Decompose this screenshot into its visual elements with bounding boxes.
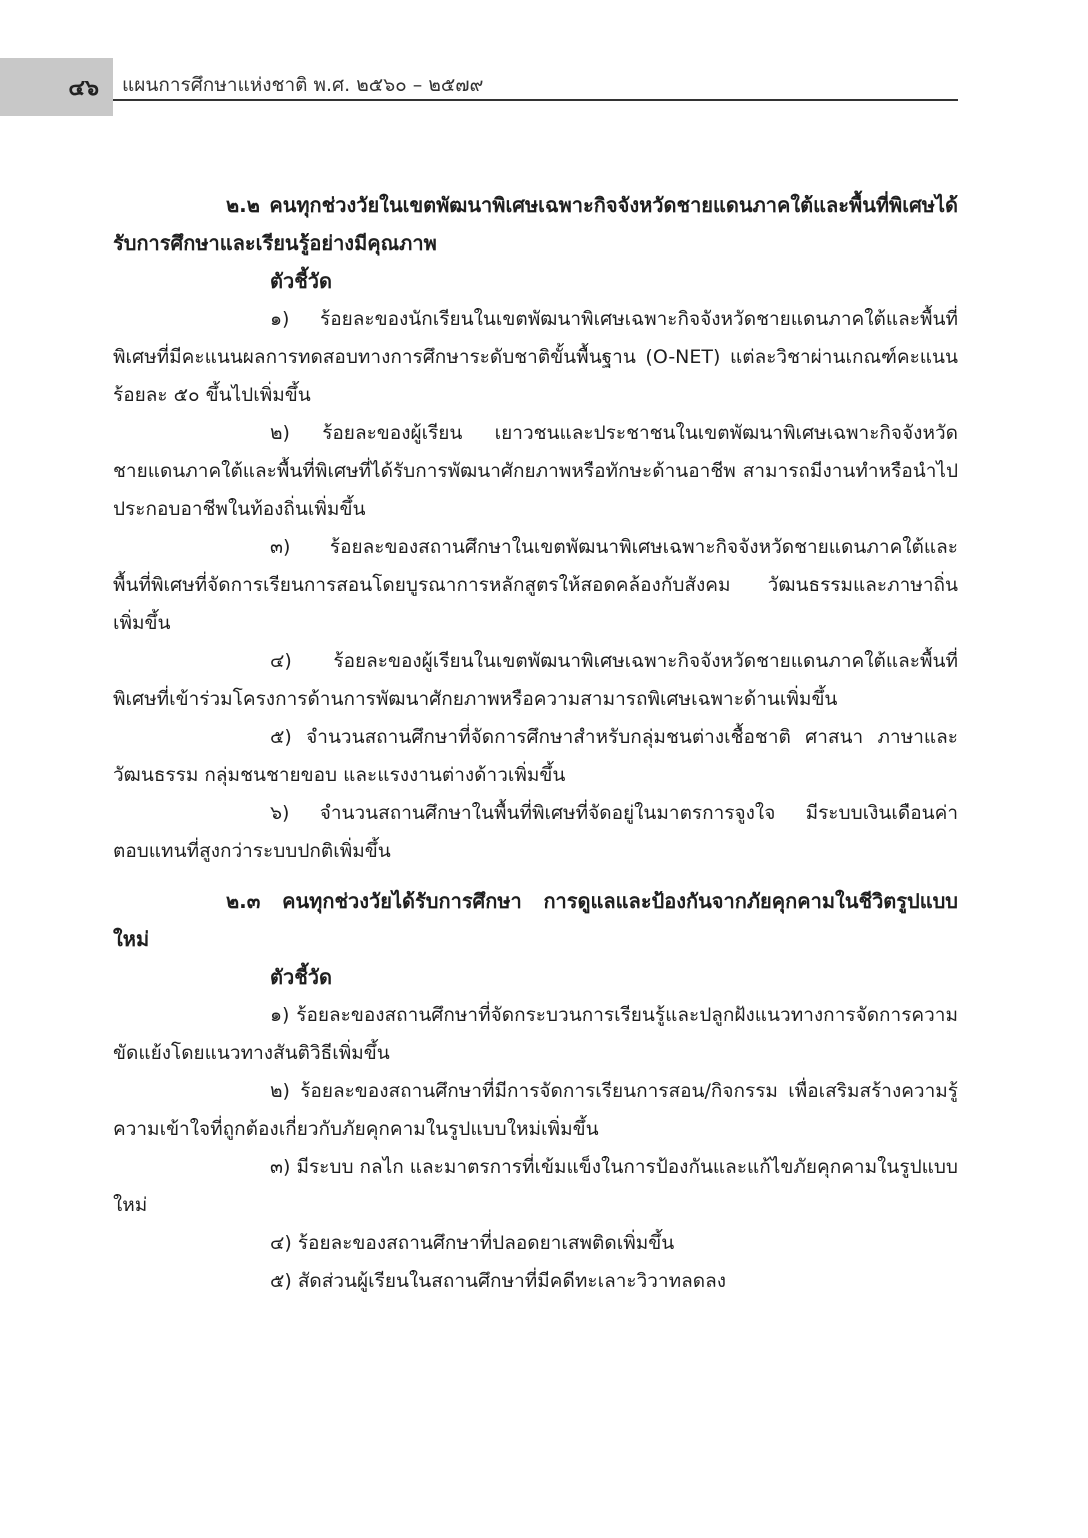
section-2-3 (113, 882, 958, 1300)
indicator-label: ตัวชี้วัด (270, 965, 333, 989)
indicator-item: ๖) จำนวนสถานศึกษาในพื้นที่พิเศษที่จัดอยู่ในมาตรการจูงใจ มีระบบเงินเดือนค่าตอบแทนที่สูงกว่าระบบปกติเพิ่มขึ้น (113, 802, 958, 862)
indicator-item: ๑) ร้อยละของสถานศึกษาที่จัดกระบวนการเรียนรู้และปลูกฝังแนวทางการจัดการความขัดแย้งโดยแนวทางสันติวิธีเพิ่มขึ้น (113, 1004, 958, 1064)
indicator-item: ๓) มีระบบ กลไก และมาตรการที่เข้มแข็งในการป้องกันและแก้ไขภัยคุกคามในรูปแบบใหม่ (113, 1156, 958, 1216)
indicator-item: ๕) จำนวนสถานศึกษาที่จัดการศึกษาสำหรับกลุ่มชนต่างเชื้อชาติ ศาสนา ภาษาและวัฒนธรรม กลุ่มชนชายขอบ และแรงงานต่างด้าวเพิ่มขึ้น (113, 726, 958, 786)
indicator-item: ๓) ร้อยละของสถานศึกษาในเขตพัฒนาพิเศษเฉพาะกิจจังหวัดชายแดนภาคใต้และพื้นที่พิเศษที่จัดการเรียนการสอนโดยบูรณาการหลักสูตรให้สอดคล้องกับสังคม วัฒนธรรมและภาษาถิ่นเพิ่มขึ้น (113, 536, 958, 634)
section-heading: ๒.๓ คนทุกช่วงวัยได้รับการศึกษา การดูแลและป้องกันจากภัยคุกคามในชีวิตรูปแบบใหม่ (113, 889, 958, 951)
indicator-item: ๒) ร้อยละของผู้เรียน เยาวชนและประชาชนในเขตพัฒนาพิเศษเฉพาะกิจจังหวัดชายแดนภาคใต้และพื้นที่พิเศษที่ได้รับการพัฒนาศักยภาพหรือทักษะด้านอาชีพ สามารถมีงานทำหรือนำไปประกอบอาชีพในท้องถิ่นเพิ่มขึ้น (113, 422, 958, 520)
section-2-2 (113, 186, 958, 870)
section-heading: ๒.๒ คนทุกช่วงวัยในเขตพัฒนาพิเศษเฉพาะกิจจังหวัดชายแดนภาคใต้และพื้นที่พิเศษได้รับการศึกษาและเรียนรู้อย่างมีคุณภาพ (113, 193, 958, 255)
indicator-label: ตัวชี้วัด (270, 269, 333, 293)
indicator-item: ๕) สัดส่วนผู้เรียนในสถานศึกษาที่มีคดีทะเลาะวิวาทลดลง (270, 1270, 727, 1292)
section-gap (113, 870, 958, 882)
page-number: ๔๖ (68, 75, 99, 101)
indicator-item: ๔) ร้อยละของผู้เรียนในเขตพัฒนาพิเศษเฉพาะกิจจังหวัดชายแดนภาคใต้และพื้นที่พิเศษที่เข้าร่วมโครงการด้านการพัฒนาศักยภาพหรือความสามารถพิเศษเฉพาะด้านเพิ่มขึ้น (113, 650, 958, 710)
indicator-item: ๑) ร้อยละของนักเรียนในเขตพัฒนาพิเศษเฉพาะกิจจังหวัดชายแดนภาคใต้และพื้นที่พิเศษที่มีคะแนนผลการทดสอบทางการศึกษาระดับชาติขั้นพื้นฐาน (O-NET) แต่ละวิชาผ่านเกณฑ์คะแนนร้อยละ ๕๐ ขึ้นไปเพิ่มขึ้น (113, 308, 958, 406)
page-content (113, 186, 958, 1300)
header-rule (113, 99, 958, 101)
indicator-item: ๒) ร้อยละของสถานศึกษาที่มีการจัดการเรียนการสอน/กิจกรรม เพื่อเสริมสร้างความรู้ ความเข้าใจที่ถูกต้องเกี่ยวกับภัยคุกคามในรูปแบบใหม่เพิ่มขึ้น (113, 1080, 958, 1140)
running-header-title: แผนการศึกษาแห่งชาติ พ.ศ. ๒๕๖๐ – ๒๕๗๙ (122, 74, 484, 96)
indicator-item: ๔) ร้อยละของสถานศึกษาที่ปลอดยาเสพติดเพิ่มขึ้น (270, 1232, 675, 1254)
page-number-tab (0, 58, 113, 116)
